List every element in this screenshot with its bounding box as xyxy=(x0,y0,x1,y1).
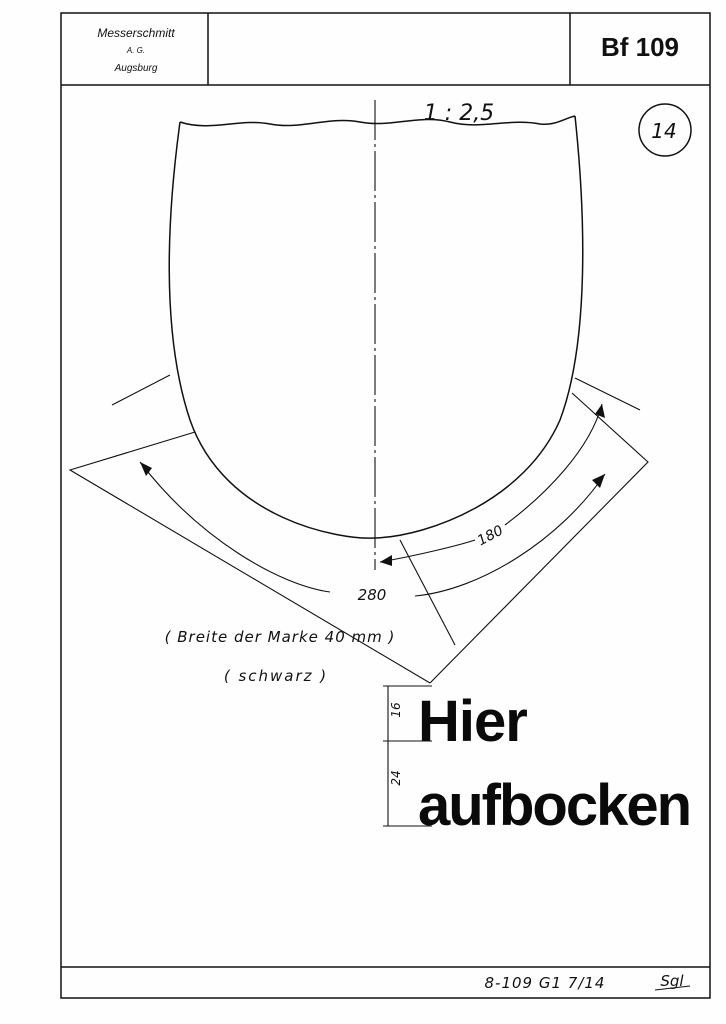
sheet-number: 14 xyxy=(651,119,677,143)
sheet-border xyxy=(61,13,710,998)
band-edge-left xyxy=(112,375,170,405)
drawing-number: 8-109 G1 7/14 xyxy=(484,974,606,992)
scale-label: 1 : 2,5 xyxy=(423,101,495,126)
dimension-180: 180 xyxy=(474,522,507,550)
stencil-text-aufbocken: aufbocken xyxy=(418,773,691,838)
arrow-280-right xyxy=(592,474,605,488)
dim-arc-180-left xyxy=(380,540,475,562)
company-city: Augsburg xyxy=(114,63,158,74)
dim-arc-280-left xyxy=(140,462,330,592)
note-mark-color: ( schwarz ) xyxy=(223,667,329,685)
leader-center xyxy=(400,540,455,645)
note-mark-width: ( Breite der Marke 40 mm ) xyxy=(164,628,396,646)
model-designation: Bf 109 xyxy=(600,32,680,62)
draftsman-initials: Sgl xyxy=(660,972,684,990)
fuselage-outline xyxy=(169,116,583,538)
company-suffix: A. G. xyxy=(126,46,146,55)
dim-arc-180-right xyxy=(505,404,602,525)
dimension-280: 280 xyxy=(357,586,387,604)
arrow-180-left xyxy=(380,555,392,566)
dimension-24: 24 xyxy=(389,770,403,786)
stencil-text-hier: Hier xyxy=(418,689,527,754)
dimension-16: 16 xyxy=(389,702,403,718)
section-break-line xyxy=(180,116,575,126)
company-name: Messerschmitt xyxy=(97,26,175,40)
leader-right xyxy=(430,393,648,683)
